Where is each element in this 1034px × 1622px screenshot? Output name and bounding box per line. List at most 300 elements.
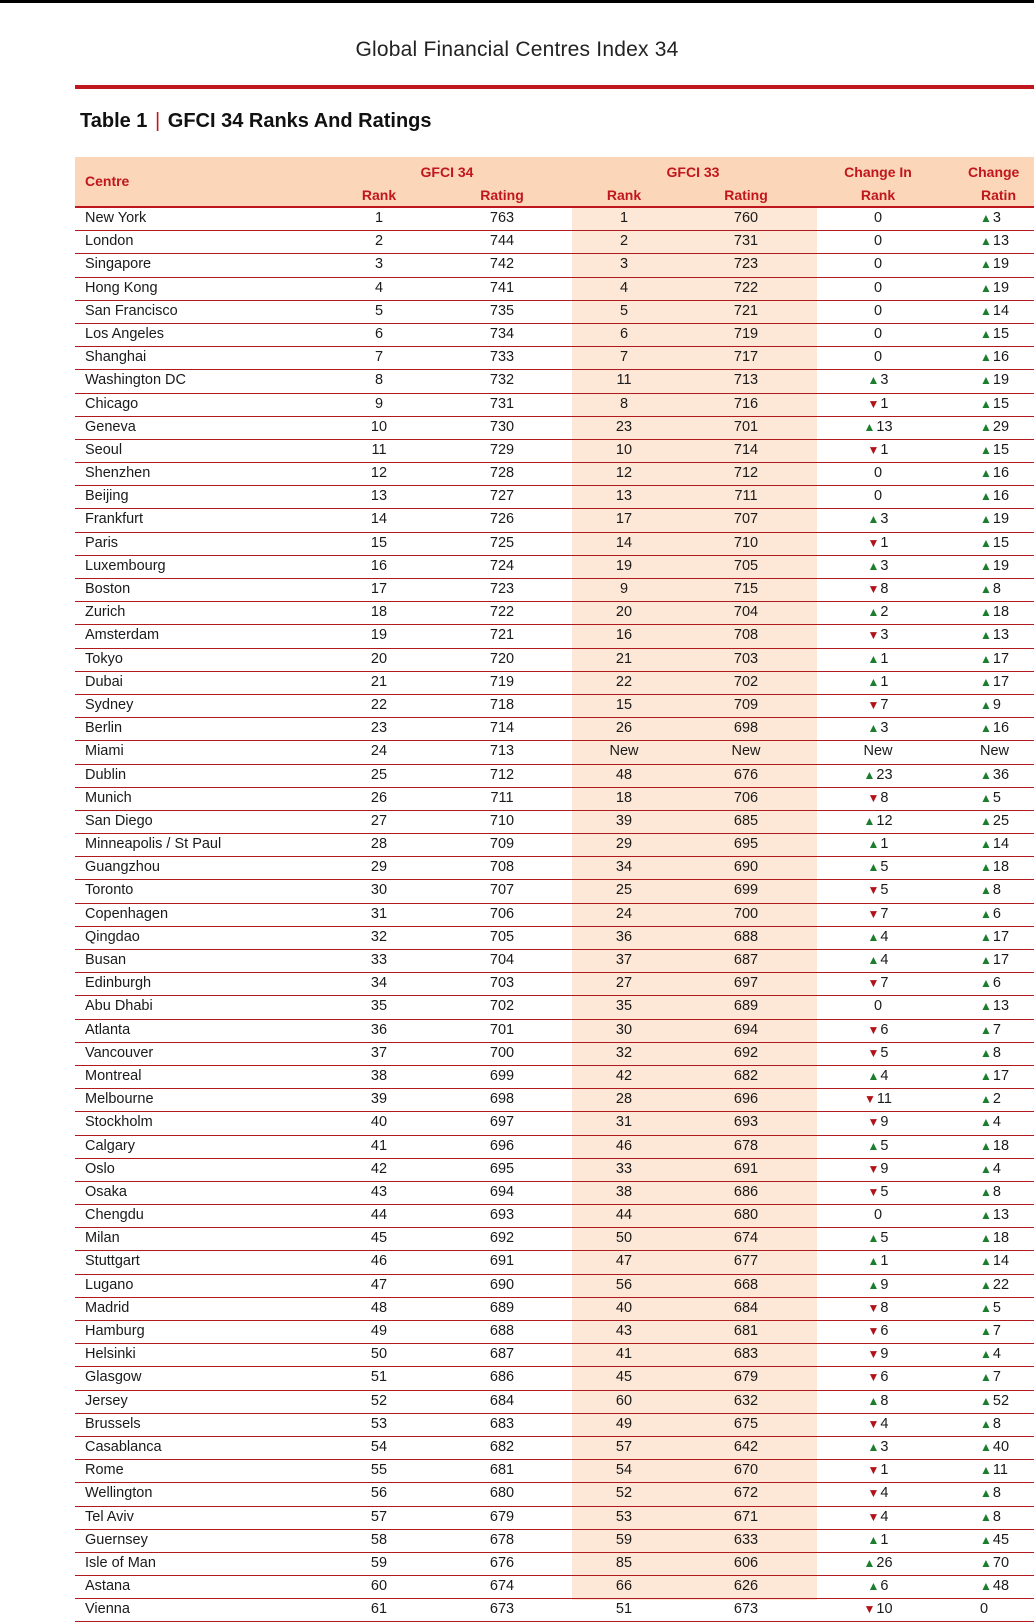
cell-gfci33-rating: 678 <box>733 1137 759 1154</box>
change-value: 15 <box>992 441 1010 458</box>
change-value: 3 <box>992 210 1001 226</box>
table-row <box>75 1483 1034 1506</box>
change-value: 1 <box>880 1253 889 1270</box>
change-value: 19 <box>992 279 1010 296</box>
cell-gfci34-rating: 679 <box>489 1508 515 1525</box>
cell-gfci33-rank: 66 <box>615 1578 633 1595</box>
cell-gfci33-rating: 687 <box>733 952 759 968</box>
table-row <box>75 1251 1034 1274</box>
cell-change-rank <box>868 929 889 945</box>
document-title: Global Financial Centres Index 34 <box>355 38 679 61</box>
change-value: 3 <box>880 1438 889 1455</box>
cell-centre: Paris <box>85 534 119 551</box>
cell-change-rating <box>980 256 1009 272</box>
cell-gfci34-rating: 714 <box>489 720 515 737</box>
cell-gfci34-rank: 18 <box>370 604 388 621</box>
change-value: 5 <box>992 1299 1001 1316</box>
up-triangle-icon: ▲ <box>980 697 992 712</box>
cell-gfci34-rank: 54 <box>370 1438 388 1455</box>
cell-gfci34-rank: 40 <box>370 1114 388 1131</box>
cell-change-rank <box>868 1184 889 1200</box>
cell-change-rank: 0 <box>873 998 883 1015</box>
down-triangle-icon: ▼ <box>867 1300 880 1315</box>
cell-gfci33-rating: 633 <box>733 1531 759 1548</box>
cell-gfci34-rank: 37 <box>370 1044 388 1061</box>
header-change-in-rank-top: Change In <box>844 164 912 180</box>
up-triangle-icon: ▲ <box>867 605 880 620</box>
cell-change-rating <box>980 488 1009 504</box>
change-value: 5 <box>880 1137 889 1154</box>
cell-gfci34-rating: 706 <box>489 905 515 922</box>
up-triangle-icon: ▲ <box>867 929 880 944</box>
cell-change-rank <box>868 1578 889 1594</box>
cell-gfci34-rank: 22 <box>370 696 388 713</box>
up-triangle-icon: ▲ <box>980 976 992 991</box>
cell-gfci34-rank: 43 <box>370 1183 388 1200</box>
change-value: 7 <box>992 1021 1001 1038</box>
change-value: 8 <box>880 1392 889 1409</box>
cell-centre: Brussels <box>85 1415 141 1432</box>
cell-change-rank: 0 <box>873 302 883 319</box>
table-row <box>75 1553 1034 1576</box>
cell-change-rating <box>980 767 1009 783</box>
cell-gfci33-rank: 59 <box>615 1531 633 1548</box>
cell-gfci34-rank: 52 <box>370 1392 388 1409</box>
ranks-table-body <box>75 208 1034 1622</box>
table-row <box>75 1344 1034 1367</box>
table-row <box>75 649 1034 672</box>
down-triangle-icon: ▼ <box>867 697 880 712</box>
cell-gfci33-rating: 674 <box>733 1230 759 1247</box>
cell-change-rank <box>868 1253 889 1269</box>
down-triangle-icon: ▼ <box>867 582 880 596</box>
up-triangle-icon: ▲ <box>980 767 992 782</box>
cell-change-rank <box>868 882 889 898</box>
change-value: 16 <box>992 720 1010 737</box>
cell-gfci34-rating: 678 <box>489 1531 515 1548</box>
cell-change-rating <box>980 326 1009 342</box>
cell-gfci34-rating: 732 <box>489 372 515 389</box>
up-triangle-icon: ▲ <box>867 1231 880 1246</box>
table-row <box>75 1275 1034 1298</box>
up-triangle-icon: ▲ <box>980 211 992 225</box>
cell-gfci34-rating: 684 <box>489 1392 515 1409</box>
table-row <box>75 440 1034 463</box>
cell-change-rating <box>980 906 1001 922</box>
cell-change-rank <box>863 767 892 783</box>
change-value: 18 <box>992 1137 1010 1154</box>
table-row <box>75 579 1034 602</box>
up-triangle-icon: ▲ <box>867 721 880 736</box>
cell-gfci33-rank: 29 <box>615 836 633 853</box>
cell-gfci34-rating: 711 <box>490 789 514 806</box>
up-triangle-icon: ▲ <box>980 396 992 411</box>
cell-gfci33-rating: 700 <box>733 905 759 922</box>
change-value: 29 <box>992 418 1010 435</box>
up-triangle-icon: ▲ <box>867 860 880 875</box>
cell-gfci34-rank: 26 <box>370 789 388 806</box>
down-triangle-icon: ▼ <box>867 442 880 457</box>
cell-change-rating: New <box>980 743 1010 760</box>
change-value: 17 <box>992 650 1010 667</box>
cell-change-rating <box>980 1114 1001 1130</box>
down-triangle-icon: ▼ <box>867 1045 880 1060</box>
up-triangle-icon: ▲ <box>980 535 992 550</box>
cell-gfci33-rating: 688 <box>733 928 759 945</box>
cell-change-rating <box>980 1300 1001 1316</box>
cell-centre: Casablanca <box>85 1438 162 1455</box>
cell-gfci34-rating: 723 <box>489 581 515 597</box>
cell-gfci33-rating: 642 <box>733 1438 759 1455</box>
cell-gfci33-rating: 722 <box>733 279 759 296</box>
cell-change-rank <box>868 558 889 574</box>
up-triangle-icon: ▲ <box>980 234 992 249</box>
up-triangle-icon: ▲ <box>980 1184 992 1199</box>
cell-gfci33-rating: 731 <box>733 233 759 250</box>
cell-gfci34-rating: 709 <box>489 836 515 853</box>
up-triangle-icon: ▲ <box>980 837 992 852</box>
cell-centre: Munich <box>85 789 132 806</box>
cell-gfci34-rating: 702 <box>489 998 515 1015</box>
cell-change-rank: 0 <box>873 233 883 250</box>
cell-gfci34-rank: 42 <box>370 1160 388 1177</box>
cell-gfci34-rating: 731 <box>489 395 515 412</box>
up-triangle-icon: ▲ <box>980 326 992 341</box>
cell-centre: Frankfurt <box>85 511 144 528</box>
table-row <box>75 672 1034 695</box>
cell-change-rating <box>980 280 1009 296</box>
table-row <box>75 1530 1034 1553</box>
cell-change-rating <box>980 1323 1001 1339</box>
cell-gfci34-rank: 1 <box>374 210 384 226</box>
change-value: 1 <box>880 1531 889 1548</box>
cell-gfci34-rank: 45 <box>370 1230 388 1247</box>
change-value: 7 <box>880 696 889 713</box>
up-triangle-icon: ▲ <box>980 1324 992 1338</box>
cell-gfci33-rank: 4 <box>619 279 629 296</box>
up-triangle-icon: ▲ <box>980 1231 992 1246</box>
cell-change-rank: 0 <box>873 325 883 342</box>
cell-gfci33-rating: 675 <box>733 1415 759 1432</box>
change-value: 8 <box>992 581 1001 597</box>
cell-centre: Milan <box>85 1230 120 1247</box>
cell-gfci34-rank: 50 <box>370 1346 388 1363</box>
cell-gfci33-rating: 677 <box>733 1253 759 1270</box>
cell-gfci34-rating: 691 <box>489 1253 515 1270</box>
cell-change-rank <box>868 396 889 412</box>
up-triangle-icon: ▲ <box>863 1555 876 1570</box>
cell-change-rank <box>868 1022 889 1038</box>
cell-gfci34-rank: 23 <box>370 720 388 737</box>
up-triangle-icon: ▲ <box>867 1532 880 1547</box>
top-border <box>0 0 1034 3</box>
cell-change-rank <box>868 604 889 620</box>
cell-centre: Oslo <box>85 1160 115 1177</box>
up-triangle-icon: ▲ <box>863 767 876 782</box>
cell-change-rating <box>980 998 1009 1014</box>
cell-gfci34-rank: 21 <box>370 673 388 690</box>
table-row <box>75 1112 1034 1135</box>
cell-gfci33-rating: 691 <box>733 1160 759 1177</box>
change-value: 19 <box>992 256 1010 273</box>
cell-gfci33-rank: 46 <box>615 1137 633 1154</box>
cell-gfci34-rating: 730 <box>489 418 515 435</box>
up-triangle-icon: ▲ <box>980 605 992 620</box>
cell-change-rank <box>863 1601 892 1617</box>
cell-change-rank <box>868 952 889 968</box>
cell-change-rank <box>868 535 889 551</box>
cell-change-rating <box>980 233 1009 249</box>
cell-gfci34-rank: 61 <box>370 1601 388 1618</box>
up-triangle-icon: ▲ <box>980 466 992 481</box>
cell-gfci34-rank: 11 <box>371 441 387 458</box>
header-gfci34: GFCI 34 <box>420 164 474 180</box>
cell-centre: Calgary <box>85 1137 135 1154</box>
cell-gfci33-rank: 14 <box>615 534 633 551</box>
cell-change-rating <box>980 790 1001 806</box>
change-value: 40 <box>992 1438 1010 1455</box>
cell-change-rank <box>868 1045 889 1061</box>
cell-change-rank <box>868 651 889 667</box>
table-row <box>75 208 1034 231</box>
table-row <box>75 1043 1034 1066</box>
header-gfci33-rank: Rank <box>606 187 642 203</box>
cell-gfci33-rank: 31 <box>615 1114 633 1131</box>
cell-gfci33-rank: 41 <box>615 1346 633 1363</box>
cell-gfci33-rating: 710 <box>733 534 759 551</box>
cell-gfci34-rank: 15 <box>370 534 388 551</box>
header-gfci33: GFCI 33 <box>666 164 720 180</box>
cell-change-rank <box>868 1416 889 1432</box>
cell-change-rating <box>980 1369 1001 1385</box>
up-triangle-icon: ▲ <box>980 1579 992 1594</box>
cell-change-rank <box>868 1509 889 1525</box>
change-value: 4 <box>880 1415 889 1432</box>
cell-gfci33-rank: 52 <box>615 1485 633 1502</box>
cell-gfci33-rank: 24 <box>615 905 633 922</box>
table-row <box>75 602 1034 625</box>
table-row <box>75 1576 1034 1599</box>
cell-gfci33-rating: 706 <box>733 789 759 806</box>
up-triangle-icon: ▲ <box>863 419 876 434</box>
cell-change-rank: 0 <box>873 279 883 296</box>
cell-gfci33-rank: 5 <box>619 302 629 319</box>
cell-gfci33-rank: 23 <box>615 418 633 435</box>
down-triangle-icon: ▼ <box>867 1022 880 1037</box>
cell-gfci33-rank: 40 <box>615 1299 633 1316</box>
cell-gfci34-rating: 708 <box>489 859 515 876</box>
up-triangle-icon: ▲ <box>867 373 880 388</box>
cell-gfci33-rating: 708 <box>733 627 759 644</box>
cell-gfci33-rating: 632 <box>733 1392 759 1409</box>
cell-gfci34-rank: 56 <box>370 1485 388 1502</box>
cell-centre: Stockholm <box>85 1114 153 1131</box>
cell-gfci33-rating: 606 <box>733 1554 759 1571</box>
cell-gfci34-rank: 41 <box>370 1137 388 1154</box>
cell-gfci34-rank: 27 <box>370 812 388 829</box>
cell-gfci33-rating: 626 <box>733 1578 759 1595</box>
table-row <box>75 1437 1034 1460</box>
table-row <box>75 1228 1034 1251</box>
cell-centre: San Francisco <box>85 302 178 319</box>
table-row <box>75 1089 1034 1112</box>
cell-gfci34-rating: 700 <box>489 1044 515 1061</box>
cell-gfci33-rating: 705 <box>733 557 759 574</box>
cell-change-rating <box>980 1253 1009 1269</box>
cell-centre: Glasgow <box>85 1369 142 1386</box>
cell-gfci33-rating: 685 <box>733 812 759 829</box>
cell-change-rating <box>980 535 1009 551</box>
cell-change-rating <box>980 1439 1009 1455</box>
cell-centre: Boston <box>85 581 131 597</box>
up-triangle-icon: ▲ <box>980 1555 992 1570</box>
cell-change-rating <box>980 396 1009 412</box>
change-value: 15 <box>992 395 1010 412</box>
title-divider <box>75 85 1034 89</box>
cell-gfci33-rank: 2 <box>619 233 629 250</box>
cell-gfci34-rank: 48 <box>370 1299 388 1316</box>
cell-gfci34-rating: 696 <box>489 1137 515 1154</box>
cell-change-rank <box>868 1532 889 1548</box>
header-change-rank: Rank <box>860 187 896 203</box>
change-value: 13 <box>992 627 1010 644</box>
cell-change-rating <box>980 210 1001 226</box>
up-triangle-icon: ▲ <box>980 350 992 365</box>
cell-change-rating <box>980 1161 1001 1177</box>
up-triangle-icon: ▲ <box>980 1393 992 1408</box>
table-row <box>75 834 1034 857</box>
cell-change-rating <box>980 952 1009 968</box>
cell-change-rating <box>980 1068 1009 1084</box>
down-triangle-icon: ▼ <box>867 1509 880 1524</box>
table-row <box>75 857 1034 880</box>
cell-change-rank <box>868 697 889 713</box>
cell-gfci34-rating: 727 <box>489 488 515 505</box>
cell-change-rank <box>868 1323 889 1339</box>
change-value: 1 <box>880 395 889 412</box>
cell-gfci34-rank: 29 <box>370 859 388 876</box>
cell-gfci33-rating: 711 <box>734 488 758 505</box>
cell-change-rating <box>980 349 1009 365</box>
cell-gfci33-rank: 45 <box>615 1369 633 1386</box>
cell-gfci33-rating: 693 <box>733 1114 759 1131</box>
cell-gfci34-rank: 24 <box>370 743 388 760</box>
change-value: 3 <box>880 372 889 389</box>
cell-gfci33-rank: 11 <box>616 372 632 389</box>
cell-gfci34-rating: 693 <box>489 1207 515 1224</box>
cell-gfci33-rating: 689 <box>733 998 759 1015</box>
cell-change-rating <box>980 1277 1009 1293</box>
cell-gfci34-rank: 55 <box>370 1462 388 1479</box>
up-triangle-icon: ▲ <box>980 1115 992 1130</box>
change-value: 1 <box>880 673 889 690</box>
cell-change-rank <box>868 1068 889 1084</box>
up-triangle-icon: ▲ <box>867 1277 880 1292</box>
down-triangle-icon: ▼ <box>867 1463 880 1478</box>
up-triangle-icon: ▲ <box>980 489 992 504</box>
change-value: 48 <box>992 1578 1010 1595</box>
cell-change-rank <box>868 1230 889 1246</box>
down-triangle-icon: ▼ <box>867 1184 880 1199</box>
caption-separator: | <box>155 110 161 132</box>
cell-centre: Copenhagen <box>85 905 169 922</box>
cell-gfci34-rank: 35 <box>370 998 388 1015</box>
cell-change-rank <box>868 1485 889 1501</box>
change-value: 2 <box>880 604 889 621</box>
cell-centre: Guernsey <box>85 1531 148 1548</box>
up-triangle-icon: ▲ <box>867 1579 880 1594</box>
cell-gfci33-rating: 713 <box>733 372 759 389</box>
cell-centre: Amsterdam <box>85 627 160 644</box>
cell-gfci33-rating: 699 <box>733 882 759 899</box>
cell-gfci33-rating: 701 <box>733 418 759 435</box>
cell-gfci33-rank: 18 <box>615 789 633 806</box>
cell-gfci33-rating: 671 <box>733 1508 759 1525</box>
cell-gfci34-rating: 718 <box>489 696 515 713</box>
cell-centre: Singapore <box>85 256 152 273</box>
cell-centre: Tel Aviv <box>85 1508 134 1525</box>
down-triangle-icon: ▼ <box>867 976 880 991</box>
cell-change-rating <box>980 442 1009 458</box>
cell-gfci34-rank: 51 <box>370 1369 388 1386</box>
table-row <box>75 1391 1034 1414</box>
cell-gfci33-rank: 28 <box>615 1091 633 1108</box>
cell-change-rank <box>868 1300 889 1316</box>
cell-gfci33-rank: 10 <box>615 441 633 458</box>
table-row <box>75 880 1034 903</box>
change-value: 2 <box>992 1091 1001 1108</box>
up-triangle-icon: ▲ <box>980 1532 992 1547</box>
table-row <box>75 347 1034 370</box>
up-triangle-icon: ▲ <box>980 813 992 828</box>
cell-centre: Osaka <box>85 1183 127 1200</box>
cell-gfci34-rating: 734 <box>489 325 515 342</box>
cell-change-rank <box>868 1138 889 1154</box>
change-value: 4 <box>880 952 889 968</box>
up-triangle-icon: ▲ <box>867 674 880 689</box>
table-row <box>75 556 1034 579</box>
up-triangle-icon: ▲ <box>980 1277 992 1292</box>
cell-centre: Chengdu <box>85 1207 144 1224</box>
table-row <box>75 625 1034 648</box>
cell-gfci33-rank: 25 <box>615 882 633 899</box>
cell-change-rating <box>980 511 1009 527</box>
cell-gfci33-rank: 57 <box>615 1438 633 1455</box>
cell-centre: Busan <box>85 952 127 968</box>
cell-gfci34-rank: 46 <box>370 1253 388 1270</box>
cell-centre: Lugano <box>85 1276 134 1293</box>
up-triangle-icon: ▲ <box>980 883 992 898</box>
up-triangle-icon: ▲ <box>867 1393 880 1408</box>
cell-gfci34-rating: 707 <box>489 882 515 899</box>
change-value: 9 <box>880 1114 889 1131</box>
up-triangle-icon: ▲ <box>980 257 992 272</box>
down-triangle-icon: ▼ <box>863 1602 876 1617</box>
cell-centre: Jersey <box>85 1392 128 1409</box>
cell-gfci34-rating: 701 <box>489 1021 515 1038</box>
cell-change-rating <box>980 372 1009 388</box>
table-row <box>75 1599 1034 1622</box>
cell-gfci34-rank: 49 <box>370 1323 388 1339</box>
cell-change-rank <box>868 1114 889 1130</box>
cell-centre: Tokyo <box>85 650 123 667</box>
cell-change-rank <box>868 581 889 597</box>
cell-gfci34-rank: 30 <box>370 882 388 899</box>
change-value: 4 <box>992 1346 1001 1363</box>
cell-gfci34-rating: 681 <box>489 1462 515 1479</box>
change-value: 1 <box>880 836 889 853</box>
down-triangle-icon: ▼ <box>867 1486 880 1501</box>
